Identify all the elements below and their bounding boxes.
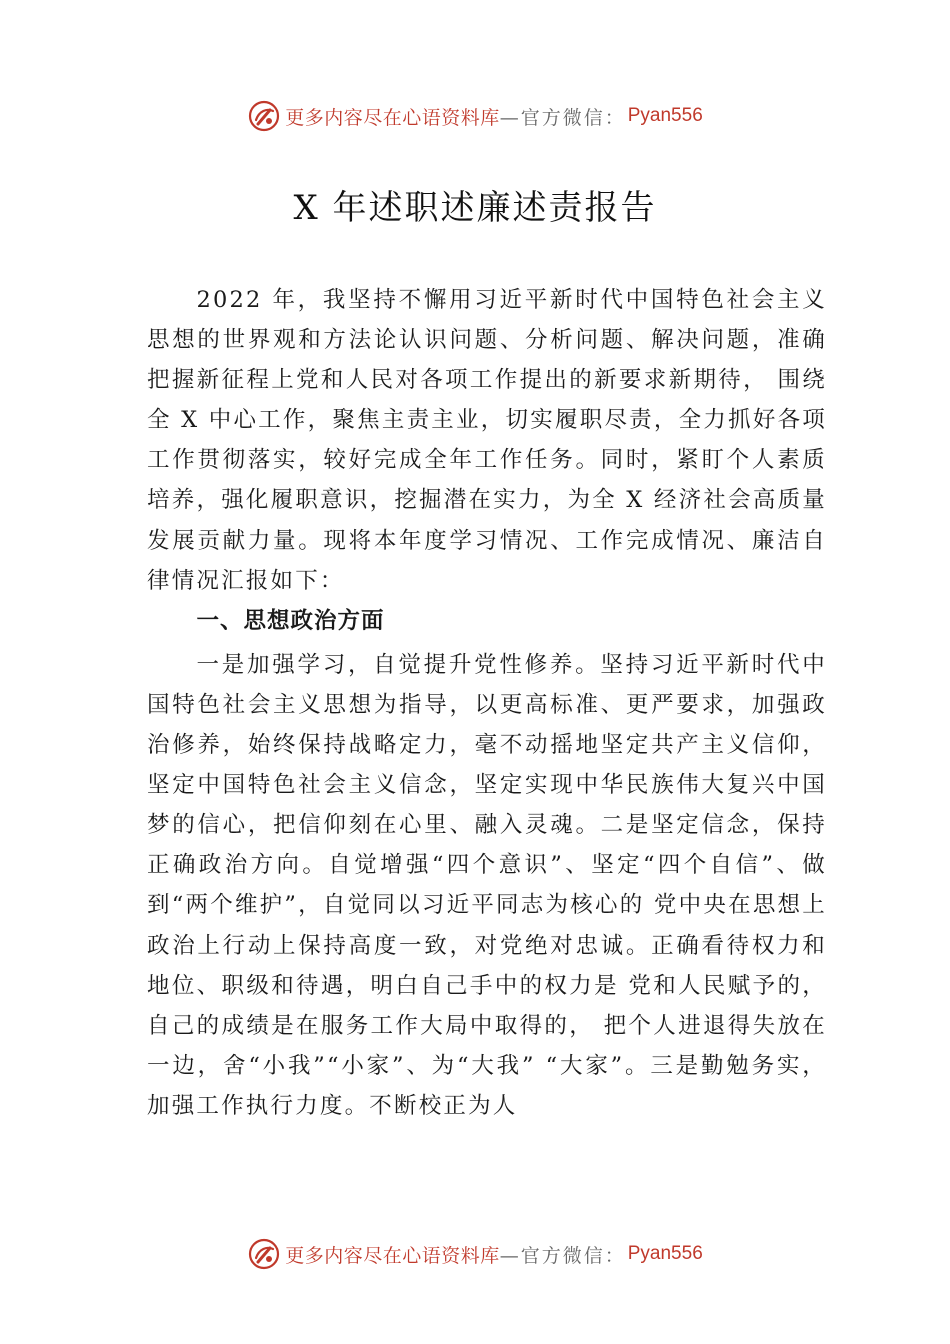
watermark-wechat-id: Pyan556 xyxy=(627,1243,703,1264)
watermark-footer xyxy=(0,1234,950,1274)
document-body xyxy=(147,280,827,1126)
watermark-brand-text: 更多内容尽在心语资料库 xyxy=(285,106,500,129)
document-title: X 年述职述廉述责报告 xyxy=(293,188,657,228)
brand-logo-icon xyxy=(247,1237,281,1271)
watermark-label-text: —官方微信： xyxy=(499,1244,626,1267)
watermark-brand-text: 更多内容尽在心语资料库 xyxy=(285,1244,500,1267)
watermark-header xyxy=(0,96,950,136)
brand-logo-icon xyxy=(247,99,281,133)
watermark-wechat-id: Pyan556 xyxy=(627,105,703,126)
watermark-label-text: —官方微信： xyxy=(499,106,626,129)
body-paragraph: 一是加强学习，自觉提升党性修养。坚持习近平新时代中国特色社会主义思想为指导，以更高标准、更严要求，加强政治修养，始终保持战略定力，毫不动摇地坚定共产主义信仰，坚定中国特色社会主义信念，坚定实现中华民族伟大复兴中国梦的信心，把信仰刻在心里、融入灵魂。二是坚定信念，保持正确政治方向。自觉增强“四个意识”、坚定“四个自信”、做到“两个维护”，自觉同以习近平同志为核心的 党中央在思想上政治上行动上保持高度一致，对党绝对忠诚。正确看待权力和地位、职级和待遇，明白自己手中的权力是 党和人民赋予的，自己的成绩是在服务工作大局中取得的， 把个人进退得失放在一边，舍“小我”“小家”、为“大我” “大家”。三是勤勉务实，加强工作执行力度。不断校正为人 xyxy=(147,651,827,1119)
intro-paragraph: 2022 年，我坚持不懈用习近平新时代中国特色社会主义思想的世界观和方法论认识问题、分析问题、解决问题，准确把握新征程上党和人民对各项工作提出的新要求新期待， 围绕全 X 中心工作，聚焦主责主业，切实履职尽责，全力抓好各项工作贯彻落实，较好完成全年工作任务。同时，紧盯个人素质培养，强化履职意识，挖掘潜在实力，为全 X 经济社会高质量发展贡献力量。现将本年度学习情况、工作完成情况、廉洁自律情况汇报如下： xyxy=(147,287,827,594)
section-heading: 一、思想政治方面 xyxy=(196,607,385,634)
